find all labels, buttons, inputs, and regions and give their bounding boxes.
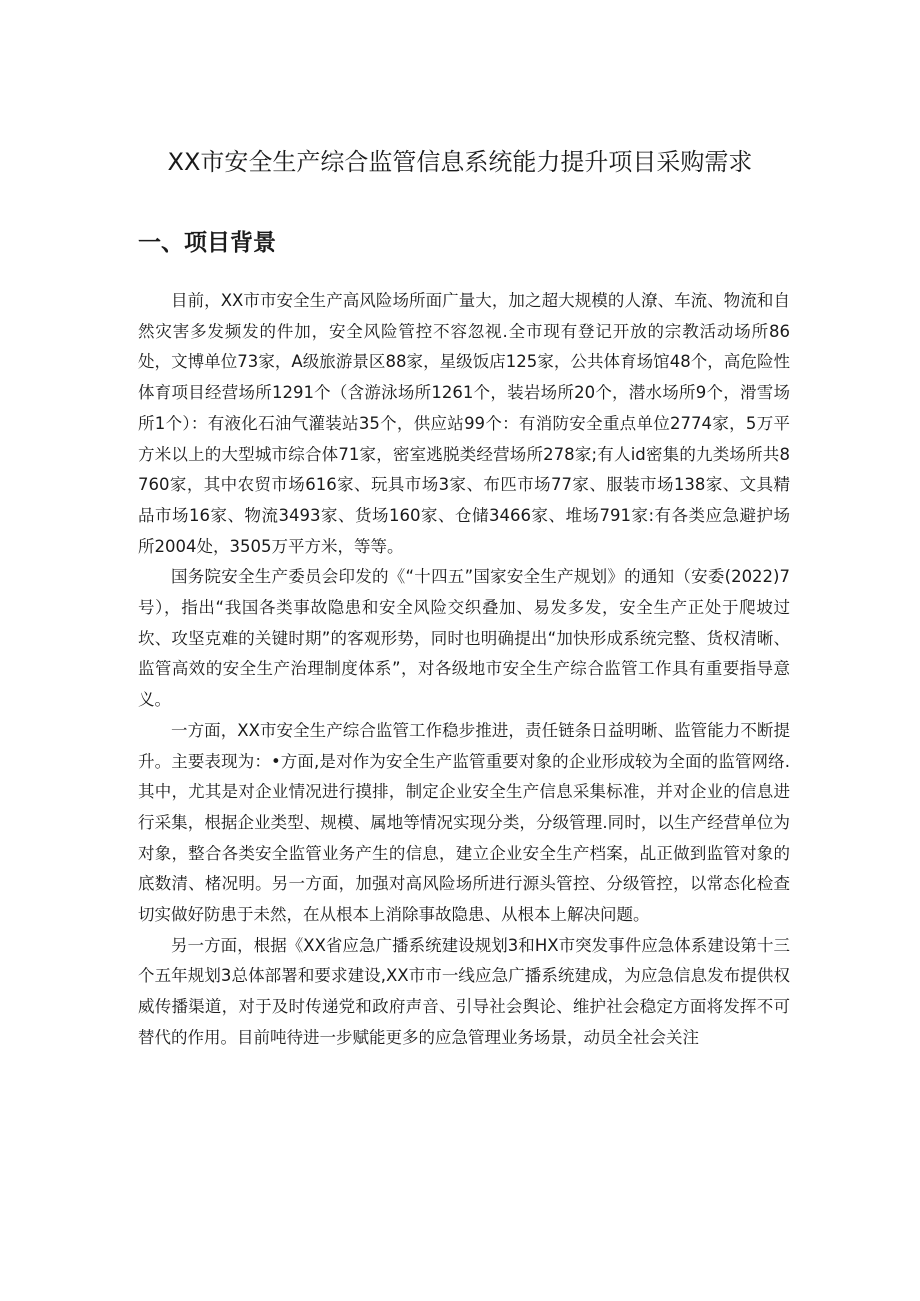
section-body (138, 286, 790, 1054)
paragraph-high-risk-venues: 目前，XX市市安全生产高风险场所面广量大，加之超大规模的人潦、车流、物流和自然灾害多发频发的件加，安全风险管控不容忽视.全市现有登记开放的宗教活动场所86处，文博单位73家，A级旅游景区88家，星级饭店125家，公共体育场馆48个，高危险性体育项目经营场所1291个（含游泳场所1261个，装岩场所20个，潜水场所9个，滑雪场所1个）：有液化石油气灌装站35个，供应站99个：有消防安全重点单位2774家，5万平方米以上的大型城市综合体71家，密室逃脱类经营场所278家;有人id密集的九类场所共8760家，其中农贸市场616家、玩具市场3家、布匹市场77家、服装市场138家、文具精品市场16家、物流3493家、货场160家、仓储3466家、堆场791家:有各类应急避护场所2004处，3505万平方米，等等。 (138, 291, 790, 556)
paragraph-supervision-progress: 一方面，XX市安全生产综合监管工作稳步推进，责任链条日益明晰、监管能力不断提升。主要表现为：•方面,是对作为安全生产监管重要对象的企业形成较为全面的监管网络.其中，尤其是对企业情况进行摸排，制定企业安全生产信息采集标准，并对企业的信息进行采集，根据企业类型、规模、属地等情况实现分类，分级管理.同时，以生产经营单位为对象，整合各类安全监管业务产生的信息，建立企业安全生产档案，乩正做到监管对象的底数清、楮况明。另一方面，加强对高风险场所进行源头管控、分级管控，以常态化检查切实做好防患于未然，在从根本上消除事故隐患、从根本上解决问题。 (138, 720, 790, 925)
document-title: XX市安全生产综合监管信息系统能力提升项目采购需求 (167, 148, 753, 176)
paragraph-emergency-broadcast: 另一方面，根据《XX省应急广播系统建设规划3和HX市突发事件应急体系建设第十三个五年规划3总体部署和要求建设,XX市市一线应急广播系统建成，为应急信息发布提供权威传播渠道，对于及时传递党和政府声音、引导社会舆论、维护社会稳定方面将发挥不可替代的作用。目前吨待进一步赋能更多的应急管理业务场景，动员全社会关注 (138, 935, 790, 1047)
paragraph-national-safety-plan: 国务院安全生产委员会印发的《“十四五”国家安全生产规划》的通知（安委(2022)7号），指出“我国各类事故隐患和安全风险交织叠加、易发多发，安全生产正处于爬坡过坎、攻坚克难的关键时期”的客观形势，同时也明确提出“加快形成系统完整、货权清晰、监管高效的安全生产治理制度体系”，对各级地市安全生产综合监管工作具有重要指导意义。 (138, 567, 790, 710)
section-heading-project-background: 一、项目背景 (138, 230, 276, 256)
